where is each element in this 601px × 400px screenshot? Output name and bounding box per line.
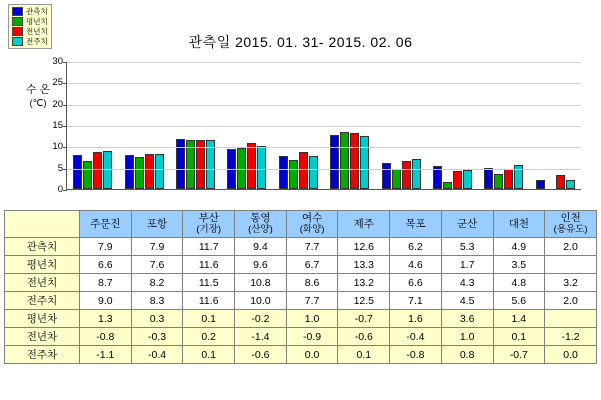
table-column-header xyxy=(441,211,493,238)
y-tick-label: 25 xyxy=(52,77,63,89)
table-cell: 4.5 xyxy=(441,292,493,310)
table-row-header: 전주치 xyxy=(5,292,80,310)
table-cell: 8.2 xyxy=(131,274,183,292)
table-cell: 10.8 xyxy=(235,274,287,292)
table-cell: 4.9 xyxy=(493,238,545,256)
table-cell: 0.0 xyxy=(286,346,338,364)
bar xyxy=(484,168,493,189)
table-column-header xyxy=(183,211,235,238)
bar xyxy=(350,133,359,189)
bar xyxy=(247,143,256,189)
bar xyxy=(453,171,462,189)
column-header-name: 목포 xyxy=(405,218,426,230)
bar xyxy=(392,169,401,189)
table-cell: 13.3 xyxy=(338,256,390,274)
table-cell: 4.8 xyxy=(493,274,545,292)
table-row-header: 평년차 xyxy=(5,310,80,328)
y-tickmark xyxy=(63,190,67,191)
plot-canvas xyxy=(52,56,581,195)
table-cell: -0.7 xyxy=(338,310,390,328)
bar xyxy=(360,136,369,189)
y-tickmark xyxy=(63,147,67,148)
table-cell: 12.5 xyxy=(338,292,390,310)
gridline xyxy=(67,126,581,127)
y-tick-label: 20 xyxy=(52,98,63,110)
table-row xyxy=(5,328,597,346)
legend-swatch-icon xyxy=(12,7,23,16)
legend-label: 평년치 xyxy=(26,16,48,26)
gridline xyxy=(67,105,581,106)
y-tickmark xyxy=(63,126,67,127)
table-column-header xyxy=(493,211,545,238)
bar xyxy=(402,161,411,189)
table-row-header: 관측치 xyxy=(5,238,80,256)
table-cell: 1.4 xyxy=(493,310,545,328)
table-cell: 3.2 xyxy=(545,274,597,292)
table-cell: 0.1 xyxy=(183,346,235,364)
column-header-sub: (산양) xyxy=(248,224,273,235)
column-header-name: 인천 xyxy=(560,212,581,224)
table-row-header: 평년치 xyxy=(5,256,80,274)
table-cell: -0.6 xyxy=(235,346,287,364)
column-header-name: 통영 xyxy=(250,212,271,224)
table-cell: 7.9 xyxy=(80,238,132,256)
table-cell: 8.6 xyxy=(286,274,338,292)
bar xyxy=(83,161,92,189)
bar xyxy=(463,170,472,189)
table-cell: 9.6 xyxy=(235,256,287,274)
table-column-header xyxy=(338,211,390,238)
table-row xyxy=(5,238,597,256)
column-header-name: 여수 xyxy=(301,212,323,224)
y-tickmark xyxy=(63,83,67,84)
table-cell: 0.2 xyxy=(183,328,235,346)
column-header-sub: (기장) xyxy=(196,224,222,235)
table-cell: -0.7 xyxy=(493,346,545,364)
bar xyxy=(504,169,513,189)
table-cell: 0.1 xyxy=(338,346,390,364)
legend-swatch-icon xyxy=(12,17,23,26)
table-cell: 3.5 xyxy=(493,256,545,274)
table-cell: 0.3 xyxy=(131,310,183,328)
table-cell: -0.6 xyxy=(338,328,390,346)
bar xyxy=(556,175,565,189)
y-tick-label: 15 xyxy=(52,120,63,131)
column-header-name: 군산 xyxy=(457,218,478,230)
y-tickmark xyxy=(63,62,67,63)
bar xyxy=(135,157,144,189)
table-cell: 1.7 xyxy=(441,256,493,274)
bar xyxy=(382,163,391,189)
table-cell: 4.6 xyxy=(390,256,442,274)
column-header-name: 대천 xyxy=(508,218,529,230)
table-cell: 11.6 xyxy=(183,256,235,274)
column-header-sub: (용유도) xyxy=(553,224,588,235)
gridline xyxy=(67,83,581,84)
y-tick-label: 0 xyxy=(57,184,63,195)
bar xyxy=(566,180,575,189)
table-cell: 7.7 xyxy=(286,238,338,256)
table-cell: -1.4 xyxy=(235,328,287,346)
table-row xyxy=(5,292,597,310)
bar xyxy=(289,160,298,189)
table-cell: 1.0 xyxy=(441,328,493,346)
table-cell: -0.9 xyxy=(286,328,338,346)
table-cell: 11.7 xyxy=(183,238,235,256)
bar xyxy=(412,159,421,189)
bar xyxy=(309,156,318,189)
table-cell: 1.6 xyxy=(390,310,442,328)
table-cell: -1.2 xyxy=(545,328,597,346)
bar xyxy=(145,154,154,189)
y-tick-label: 30 xyxy=(52,56,63,67)
table-cell: 1.0 xyxy=(286,310,338,328)
chart-title: 관측일 2015. 01. 31- 2015. 02. 06 xyxy=(188,34,413,50)
column-header-name: 제주 xyxy=(353,218,374,230)
table-body xyxy=(5,238,597,364)
table-header-row xyxy=(5,211,597,238)
data-table xyxy=(4,210,597,364)
table-cell: -0.2 xyxy=(235,310,287,328)
table-corner-cell xyxy=(5,211,80,238)
bar xyxy=(536,180,545,189)
table-cell: 7.1 xyxy=(390,292,442,310)
legend-label: 관측치 xyxy=(26,6,48,16)
table-cell: -0.4 xyxy=(390,328,442,346)
bar xyxy=(340,132,349,189)
bar xyxy=(73,155,82,189)
plot-area xyxy=(0,56,601,206)
bar xyxy=(279,156,288,189)
bar xyxy=(125,155,134,189)
table-row xyxy=(5,346,597,364)
bar xyxy=(330,135,339,189)
table-cell: 0.1 xyxy=(183,310,235,328)
legend-item xyxy=(12,17,48,26)
y-tickmark xyxy=(63,169,67,170)
table-cell: -0.8 xyxy=(390,346,442,364)
table-cell: 0.0 xyxy=(545,346,597,364)
table-row xyxy=(5,310,597,328)
table-cell: 0.8 xyxy=(441,346,493,364)
bar xyxy=(443,182,452,189)
column-header-name: 포항 xyxy=(146,218,168,230)
table-cell: 11.5 xyxy=(183,274,235,292)
y-axis-unit: (℃) xyxy=(29,98,47,109)
table-row-header: 전년차 xyxy=(5,328,80,346)
table-cell: 9.0 xyxy=(80,292,132,310)
table-cell xyxy=(545,310,597,328)
table-cell: 1.3 xyxy=(80,310,132,328)
bar xyxy=(494,174,503,189)
table-cell: 11.6 xyxy=(183,292,235,310)
column-header-sub: (화양) xyxy=(299,224,325,235)
table-cell: 5.6 xyxy=(493,292,545,310)
legend-label: 전년치 xyxy=(26,26,48,36)
y-tickmark xyxy=(63,105,67,106)
table-cell: 7.6 xyxy=(131,256,183,274)
table-column-header xyxy=(390,211,442,238)
table-column-header xyxy=(131,211,183,238)
table-cell: -0.3 xyxy=(131,328,183,346)
table-cell: 2.0 xyxy=(545,238,597,256)
table-row-header: 전주차 xyxy=(5,346,80,364)
table-cell: 12.6 xyxy=(338,238,390,256)
legend-item xyxy=(12,7,48,16)
table-cell: 13.2 xyxy=(338,274,390,292)
table-cell: 9.4 xyxy=(235,238,287,256)
bar xyxy=(299,152,308,189)
table-cell: -1.1 xyxy=(80,346,132,364)
gridline xyxy=(67,62,581,63)
table-cell xyxy=(545,256,597,274)
table-cell: 6.6 xyxy=(390,274,442,292)
table-row xyxy=(5,256,597,274)
table-cell: 4.3 xyxy=(441,274,493,292)
table-cell: 6.2 xyxy=(390,238,442,256)
table-cell: 0.1 xyxy=(493,328,545,346)
column-header-name: 주문진 xyxy=(90,218,121,230)
column-header-name: 부산 xyxy=(198,212,219,224)
gridline xyxy=(67,169,581,170)
table-cell: 7.9 xyxy=(131,238,183,256)
y-axis-title-text: 수 온 xyxy=(25,84,51,96)
table-column-header xyxy=(235,211,287,238)
table-cell: 3.6 xyxy=(441,310,493,328)
table-cell: 7.7 xyxy=(286,292,338,310)
table-cell: 6.7 xyxy=(286,256,338,274)
table-column-header xyxy=(80,211,132,238)
table-cell: -0.4 xyxy=(131,346,183,364)
bar xyxy=(433,166,442,189)
table-cell: 8.3 xyxy=(131,292,183,310)
bar xyxy=(93,152,102,189)
bar xyxy=(155,154,164,189)
table-cell: 5.3 xyxy=(441,238,493,256)
table-column-header xyxy=(545,211,597,238)
gridline xyxy=(67,147,581,148)
table-column-header xyxy=(286,211,338,238)
legend-label: 전주치 xyxy=(26,36,48,46)
table-cell: -0.8 xyxy=(80,328,132,346)
y-tick-label: 5 xyxy=(57,162,63,174)
table-cell: 2.0 xyxy=(545,292,597,310)
table-row-header: 전년치 xyxy=(5,274,80,292)
table-cell: 10.0 xyxy=(235,292,287,310)
data-table-wrap xyxy=(4,210,597,364)
y-tick-label: 10 xyxy=(52,141,63,153)
table-cell: 6.6 xyxy=(80,256,132,274)
table-row xyxy=(5,274,597,292)
bar xyxy=(103,151,112,189)
table-cell: 8.7 xyxy=(80,274,132,292)
